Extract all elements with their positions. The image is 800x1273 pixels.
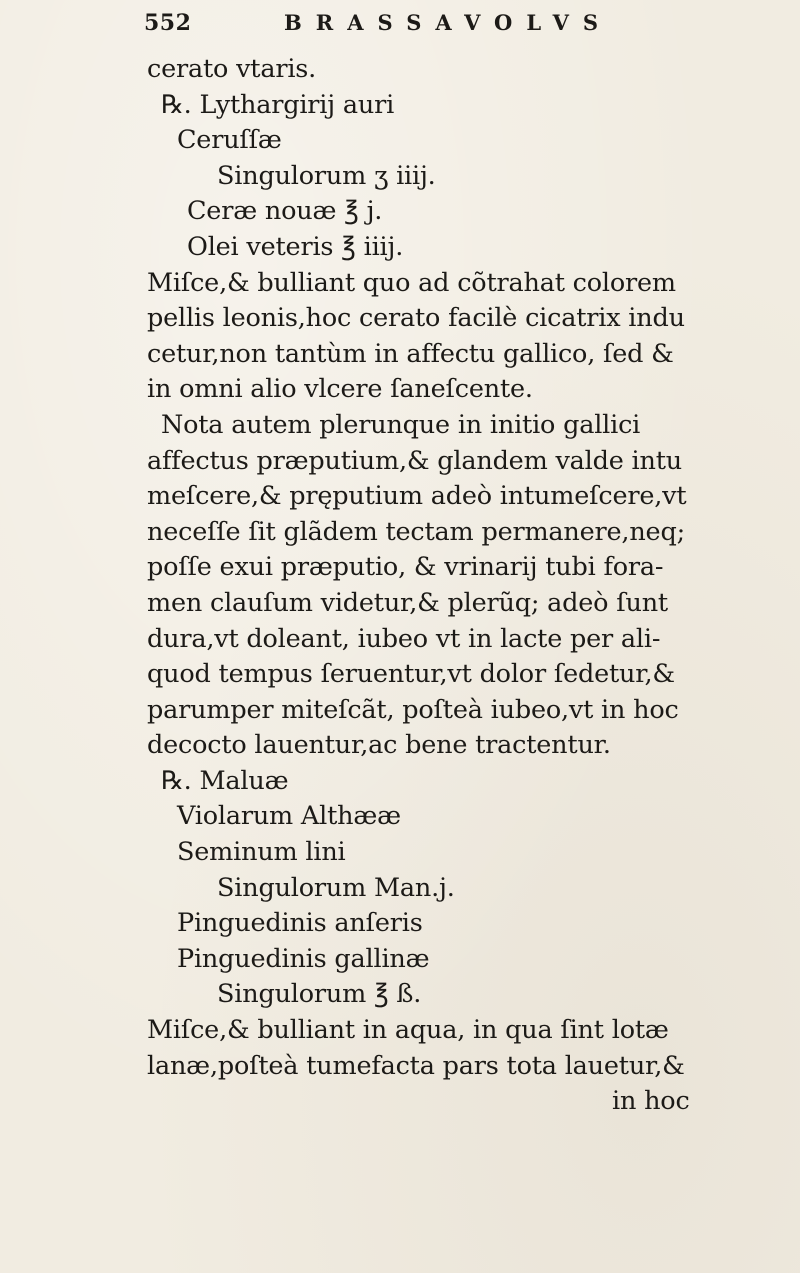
- catchword: in hoc: [612, 1086, 690, 1117]
- text-line: cerato vtaris.: [147, 54, 317, 84]
- text-block: [144, 10, 767, 1120]
- quantity-line: Singulorum ℥ ß.: [217, 979, 422, 1010]
- text-line: cetur,non tantùm in affectu gallico, ſed &: [147, 338, 674, 369]
- text-line: decocto lauentur,ac bene tractentur.: [147, 730, 611, 761]
- ingredient-line: Violarum Althææ: [177, 801, 401, 832]
- ingredient-line: Pinguedinis anſeris: [177, 908, 423, 939]
- text-line: in omni alio vlcere ſaneſcente.: [147, 374, 533, 405]
- text-line: parumper miteſcãt, poſteà iubeo,vt in hoc: [147, 694, 679, 725]
- text-line: pellis leonis,hoc cerato facilè cicatrix indu: [147, 303, 685, 334]
- ingredient-line: Pinguedinis gallinæ: [177, 943, 430, 974]
- text-line: quod tempus ſeruentur,vt dolor ſedetur,&: [147, 659, 675, 690]
- text-line: Miſce,& bulliant in aqua, in qua ſint lotæ: [147, 1015, 669, 1046]
- recipe-line: ℞. Maluæ: [161, 765, 289, 796]
- text-line: men clauſum videtur,& plerũq; adeò ſunt: [147, 587, 668, 618]
- recipe-line: ℞. Lythargirij auri: [161, 89, 395, 120]
- ingredient-line: Ceruſſæ: [177, 125, 282, 156]
- text-line: neceſſe ſit glãdem tectam permanere,neq;: [147, 516, 685, 547]
- ingredient-line: Olei veteris ℥ iiij.: [187, 231, 404, 262]
- text-line: lanæ,poſteà tumefacta pars tota lauetur,&: [147, 1050, 685, 1081]
- ingredient-line: Ceræ nouæ ℥ j.: [187, 196, 383, 227]
- quantity-line: Singulorum ʒ iiij.: [217, 160, 436, 191]
- page-header: [144, 10, 767, 52]
- ingredient-line: Seminum lini: [177, 837, 346, 868]
- text-line: meſcere,& pręputium adeò intumeſcere,vt: [147, 481, 687, 512]
- paragraph-start: Nota autem plerunque in initio gallici: [161, 409, 641, 440]
- running-head: BRASSAVOLVS: [284, 10, 613, 35]
- text-line: affectus præputium,& glandem valde intu: [147, 445, 682, 476]
- page-number: 552: [144, 10, 192, 36]
- text-line: poſſe exui præputio, & vrinarij tubi fora-: [147, 552, 664, 583]
- quantity-line: Singulorum Man.j.: [217, 872, 455, 903]
- text-line: Miſce,& bulliant quo ad cõtrahat colorem: [147, 267, 676, 298]
- text-line: dura,vt doleant, iubeo vt in lacte per ali-: [147, 623, 661, 654]
